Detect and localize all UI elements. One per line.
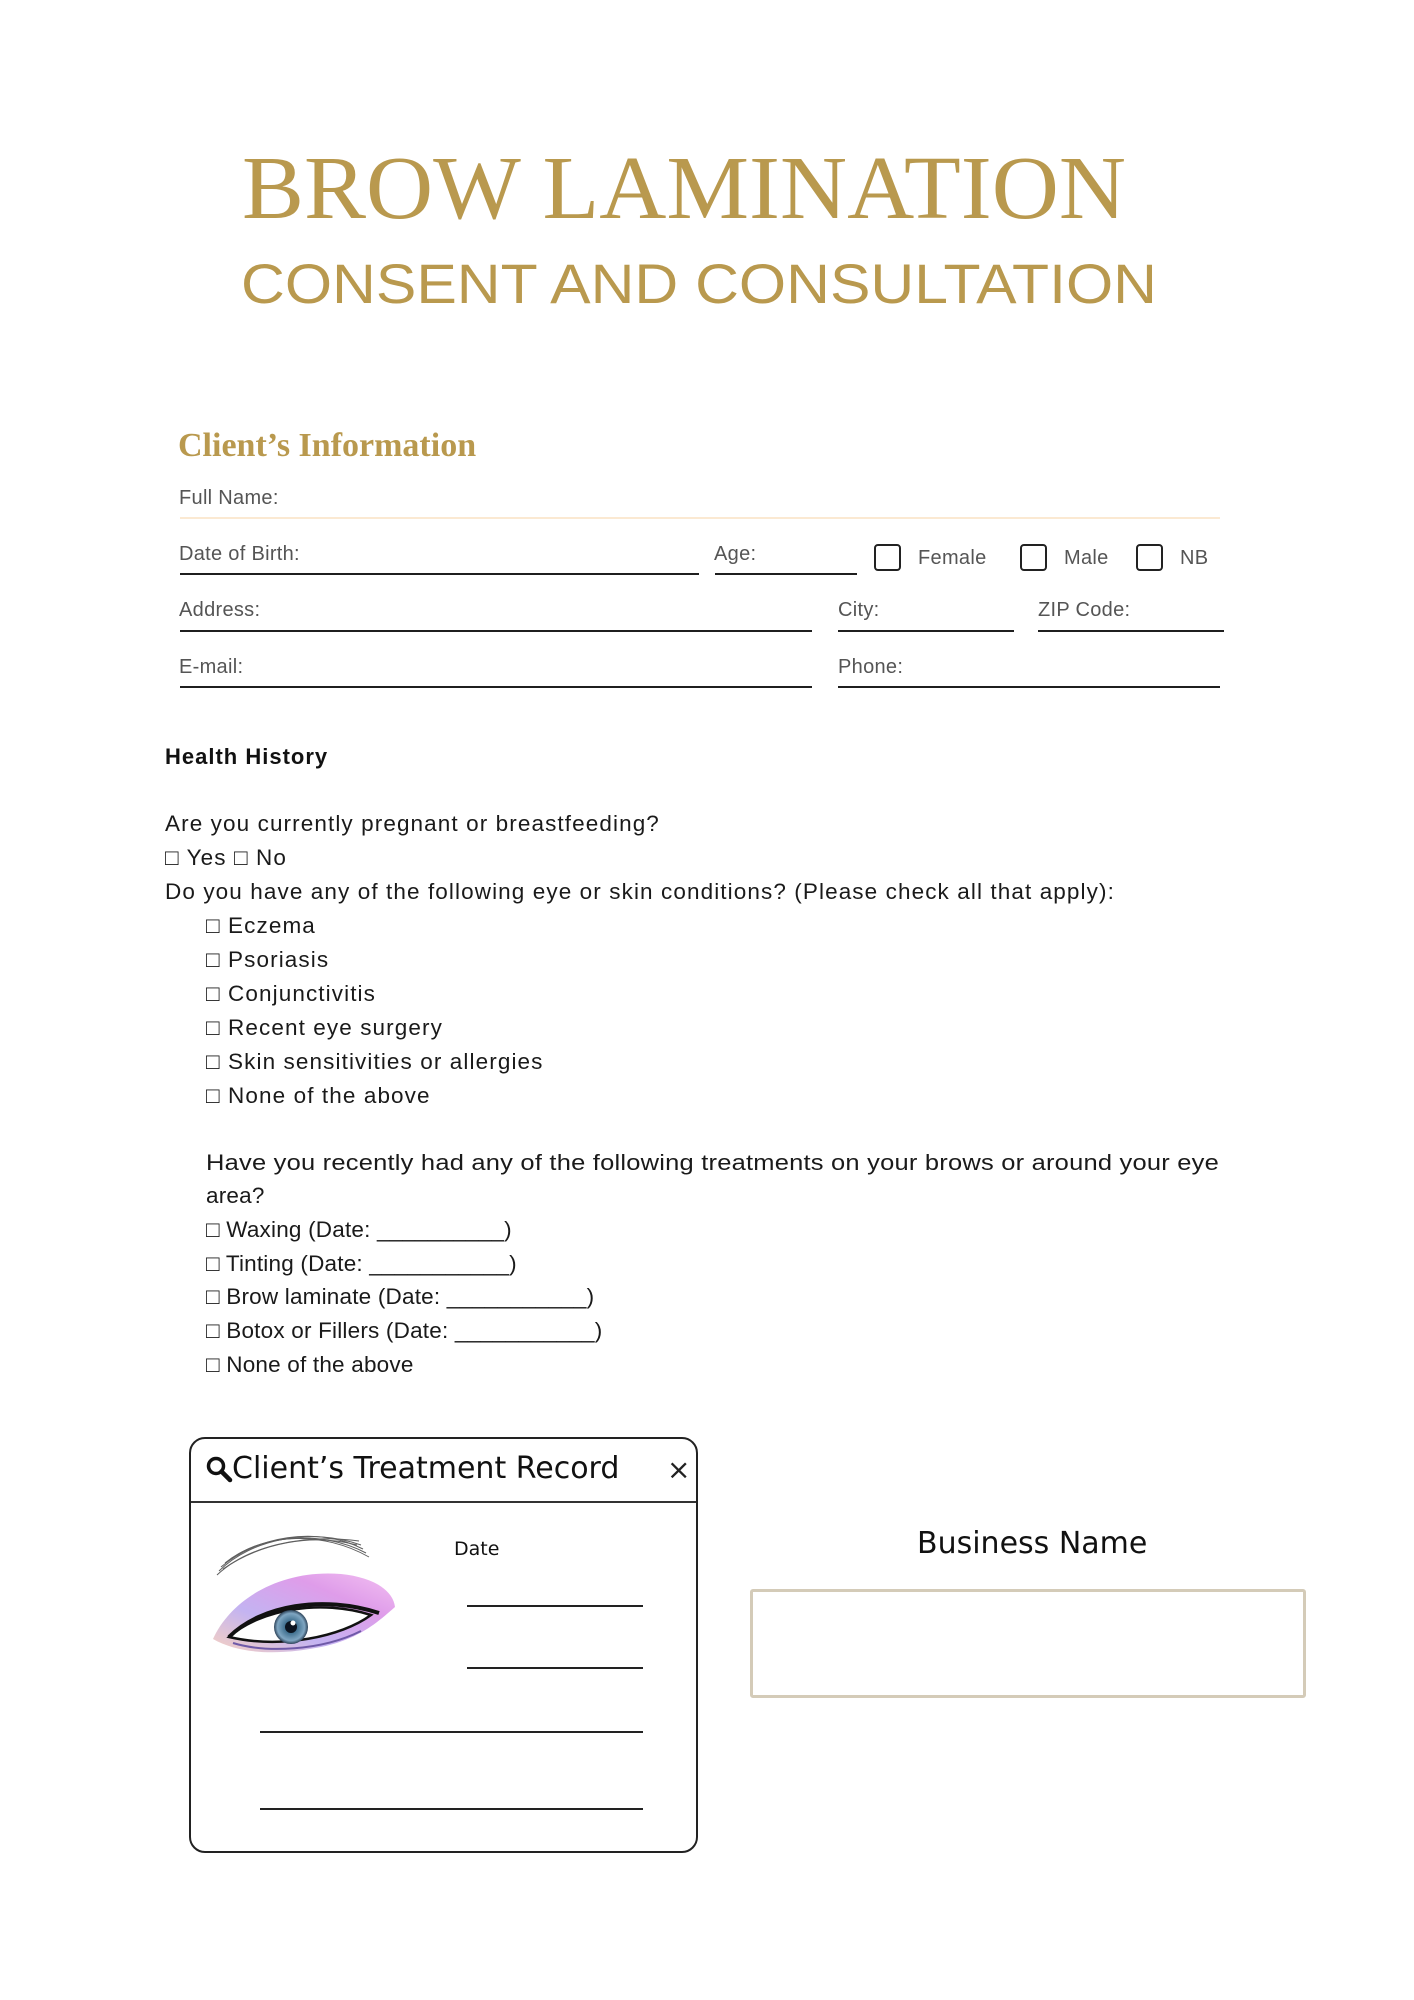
condition-option[interactable]: □ Psoriasis — [206, 947, 330, 972]
client-info-heading: Client’s Information — [178, 427, 477, 464]
pregnant-question: Are you currently pregnant or breastfeeding? — [165, 811, 660, 836]
health-history-heading: Health History — [165, 744, 329, 769]
female-checkbox[interactable] — [874, 544, 901, 571]
date-field[interactable] — [467, 1667, 643, 1669]
notes-field[interactable] — [260, 1731, 643, 1733]
document-title-text: BROW LAMINATION — [242, 139, 1126, 238]
phone-label: Phone: — [838, 656, 904, 678]
condition-option[interactable]: □ Skin sensitivities or allergies — [206, 1049, 544, 1074]
email-label: E-mail: — [179, 656, 244, 678]
city-label: City: — [838, 599, 880, 621]
full-name-label: Full Name: — [179, 487, 279, 509]
nb-checkbox[interactable] — [1136, 544, 1163, 571]
full-name-field[interactable] — [180, 517, 1220, 519]
date-field[interactable] — [467, 1605, 643, 1607]
close-icon[interactable]: × — [667, 1453, 691, 1486]
pregnant-options[interactable]: □ Yes □ No — [165, 845, 287, 870]
age-field[interactable] — [715, 573, 857, 575]
treatment-option[interactable]: □ Waxing (Date: __________) — [206, 1217, 512, 1242]
search-icon[interactable] — [205, 1455, 233, 1483]
business-name-box[interactable] — [750, 1589, 1306, 1698]
zip-label: ZIP Code: — [1038, 599, 1131, 621]
condition-option[interactable]: □ None of the above — [206, 1083, 431, 1108]
date-label: Date — [454, 1538, 500, 1560]
address-label: Address: — [179, 599, 261, 621]
treatment-record-card — [189, 1437, 698, 1853]
dob-label: Date of Birth: — [179, 543, 300, 565]
treatment-option[interactable]: □ Tinting (Date: ___________) — [206, 1251, 517, 1276]
condition-option[interactable]: □ Recent eye surgery — [206, 1015, 443, 1040]
card-header-divider — [191, 1501, 696, 1503]
address-field[interactable] — [180, 630, 812, 632]
female-label: Female — [918, 547, 987, 569]
treatment-record-title: Client’s Treatment Record — [232, 1451, 620, 1486]
dob-field[interactable] — [180, 573, 699, 575]
phone-field[interactable] — [838, 686, 1220, 688]
document-subtitle-text: CONSENT AND CONSULTATION — [241, 252, 1157, 315]
male-label: Male — [1064, 547, 1109, 569]
male-checkbox[interactable] — [1020, 544, 1047, 571]
business-name-label: Business Name — [917, 1526, 1148, 1561]
zip-field[interactable] — [1038, 630, 1224, 632]
treatment-option[interactable]: □ Brow laminate (Date: ___________) — [206, 1284, 595, 1309]
eyebrow — [217, 1536, 369, 1575]
treatment-option[interactable]: □ None of the above — [206, 1352, 414, 1377]
eye-illustration — [211, 1519, 397, 1665]
city-field[interactable] — [838, 630, 1014, 632]
email-field[interactable] — [180, 686, 812, 688]
treatment-option[interactable]: □ Botox or Fillers (Date: ___________) — [206, 1318, 603, 1343]
nb-label: NB — [1180, 547, 1209, 569]
treatments-question — [206, 1149, 1219, 1177]
document-title — [242, 139, 1126, 239]
condition-option[interactable]: □ Conjunctivitis — [206, 981, 376, 1006]
age-label: Age: — [714, 543, 757, 565]
conditions-question: Do you have any of the following eye or skin conditions? (Please check all that apply): — [165, 879, 1115, 904]
treatments-question-line2: area? — [206, 1183, 265, 1208]
condition-option[interactable]: □ Eczema — [206, 913, 316, 938]
treatments-question-line1: Have you recently had any of the following treatments on your brows or around your eye — [206, 1150, 1219, 1175]
document-subtitle — [241, 252, 1157, 315]
notes-field[interactable] — [260, 1808, 643, 1810]
